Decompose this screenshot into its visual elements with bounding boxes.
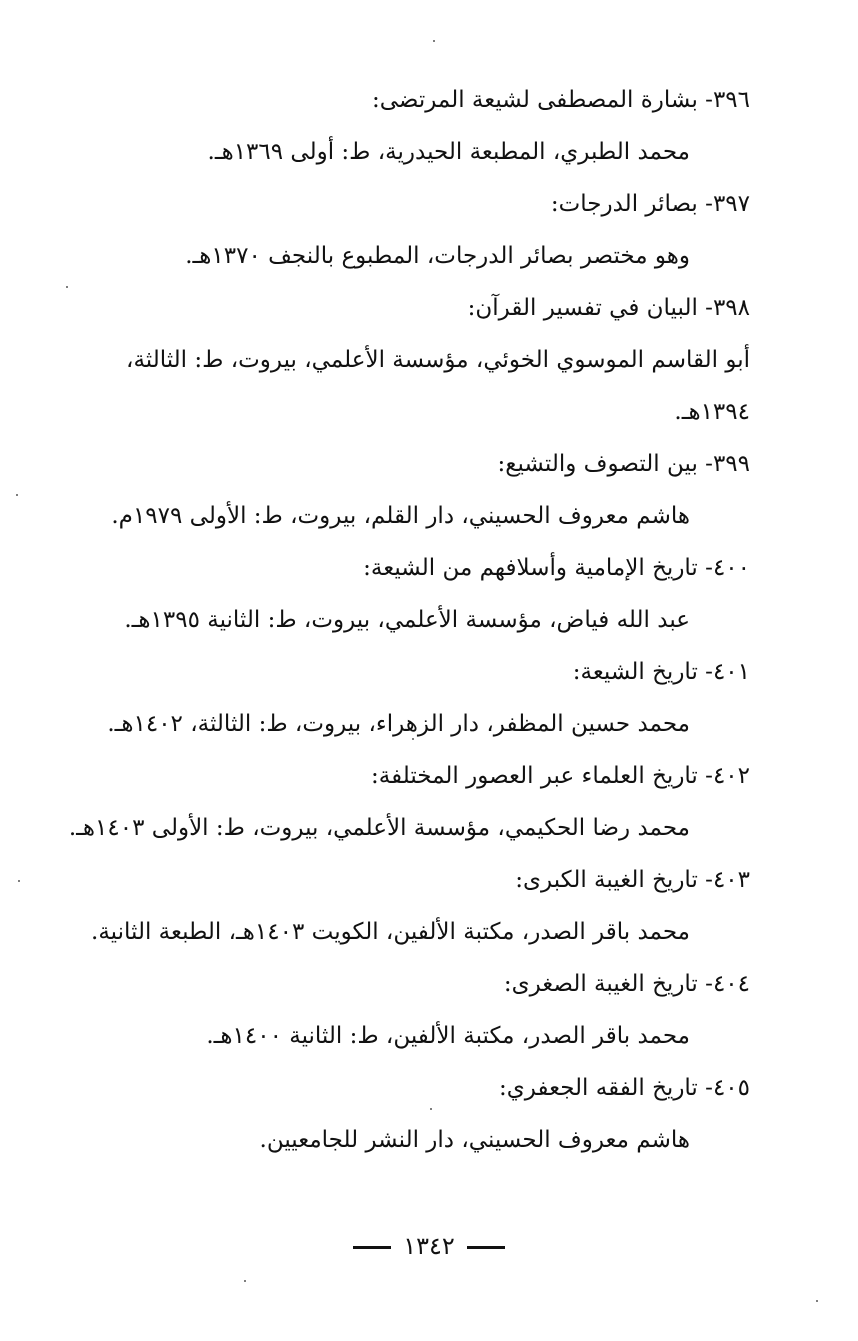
page-footer bbox=[0, 1226, 858, 1266]
entry-title: تاريخ العلماء عبر العصور المختلفة: bbox=[371, 763, 698, 789]
entry-number: ٣٩٩- bbox=[705, 451, 750, 477]
entry-number: ٤٠٤- bbox=[705, 971, 750, 997]
scan-speck bbox=[16, 494, 18, 496]
entry-title: تاريخ الإمامية وأسلافهم من الشيعة: bbox=[363, 555, 698, 581]
scan-speck bbox=[412, 738, 414, 740]
bibliography-entry bbox=[52, 74, 750, 178]
entry-title: تاريخ الفقه الجعفري: bbox=[499, 1075, 698, 1101]
entry-detail: محمد رضا الحكيمي، مؤسسة الأعلمي، بيروت، ط: الأولى ١٤٠٣هـ. bbox=[68, 815, 690, 841]
entry-title-line bbox=[52, 178, 750, 230]
entry-title-line bbox=[52, 646, 750, 698]
entry-detail-continuation: ١٣٩٤هـ. bbox=[674, 399, 750, 425]
entry-title: بين التصوف والتشيع: bbox=[497, 451, 698, 477]
footer-dash bbox=[467, 1246, 505, 1249]
bibliography-entry bbox=[52, 542, 750, 646]
entry-detail: عبد الله فياض، مؤسسة الأعلمي، بيروت، ط: الثانية ١٣٩٥هـ. bbox=[124, 607, 690, 633]
bibliography-entry bbox=[52, 958, 750, 1062]
entry-title-line bbox=[52, 74, 750, 126]
entry-title: تاريخ الغيبة الصغرى: bbox=[503, 971, 698, 997]
bibliography-entry bbox=[52, 854, 750, 958]
page-number: ١٣٤٢ bbox=[403, 1232, 455, 1260]
scan-speck bbox=[433, 40, 435, 42]
bibliography-entry bbox=[52, 1062, 750, 1166]
entry-title-line bbox=[52, 1062, 750, 1114]
entry-detail: وهو مختصر بصائر الدرجات، المطبوع بالنجف ١٣٧٠هـ. bbox=[185, 243, 690, 269]
entry-title-line bbox=[52, 958, 750, 1010]
bibliography-entry bbox=[52, 750, 750, 854]
entry-number: ٣٩٧- bbox=[705, 191, 750, 217]
entry-detail: محمد الطبري، المطبعة الحيدرية، ط: أولى ١٣٦٩هـ. bbox=[207, 139, 690, 165]
entry-title-line bbox=[52, 438, 750, 490]
bibliography-list bbox=[52, 74, 750, 1166]
bibliography-entry bbox=[52, 282, 750, 438]
entry-number: ٤٠٢- bbox=[705, 763, 750, 789]
entry-title: بشارة المصطفى لشيعة المرتضى: bbox=[371, 87, 698, 113]
scan-speck bbox=[430, 1108, 432, 1110]
entry-title: بصائر الدرجات: bbox=[550, 191, 698, 217]
entry-title-line bbox=[52, 854, 750, 906]
entry-title: البيان في تفسير القرآن: bbox=[467, 295, 698, 321]
entry-detail bbox=[52, 334, 750, 438]
entry-detail: هاشم معروف الحسيني، دار القلم، بيروت، ط: الأولى ١٩٧٩م. bbox=[111, 503, 690, 529]
entry-number: ٤٠٥- bbox=[705, 1075, 750, 1101]
entry-title-line bbox=[52, 750, 750, 802]
entry-number: ٣٩٨- bbox=[705, 295, 750, 321]
entry-number: ٤٠٣- bbox=[705, 867, 750, 893]
scan-speck bbox=[816, 1300, 818, 1302]
scan-speck bbox=[18, 880, 20, 882]
bibliography-entry bbox=[52, 178, 750, 282]
entry-number: ٣٩٦- bbox=[705, 87, 750, 113]
entry-title-line bbox=[52, 282, 750, 334]
entry-detail: محمد باقر الصدر، مكتبة الألفين، الكويت ١٤٠٣هـ، الطبعة الثانية. bbox=[91, 919, 690, 945]
scan-speck bbox=[66, 286, 68, 288]
entry-number: ٤٠٠- bbox=[705, 555, 750, 581]
entry-detail: هاشم معروف الحسيني، دار النشر للجامعيين. bbox=[259, 1127, 690, 1153]
entry-title: تاريخ الغيبة الكبرى: bbox=[515, 867, 698, 893]
entry-detail: محمد حسين المظفر، دار الزهراء، بيروت، ط: الثالثة، ١٤٠٢هـ. bbox=[107, 711, 690, 737]
entry-number: ٤٠١- bbox=[705, 659, 750, 685]
footer-dash bbox=[353, 1246, 391, 1249]
scan-speck bbox=[244, 1280, 246, 1282]
entry-detail: محمد باقر الصدر، مكتبة الألفين، ط: الثانية ١٤٠٠هـ. bbox=[206, 1023, 690, 1049]
bibliography-entry bbox=[52, 646, 750, 750]
entry-detail-line: أبو القاسم الموسوي الخوئي، مؤسسة الأعلمي، بيروت، ط: الثالثة، bbox=[126, 347, 750, 373]
entry-title-line bbox=[52, 542, 750, 594]
entry-title: تاريخ الشيعة: bbox=[572, 659, 698, 685]
bibliography-entry bbox=[52, 438, 750, 542]
